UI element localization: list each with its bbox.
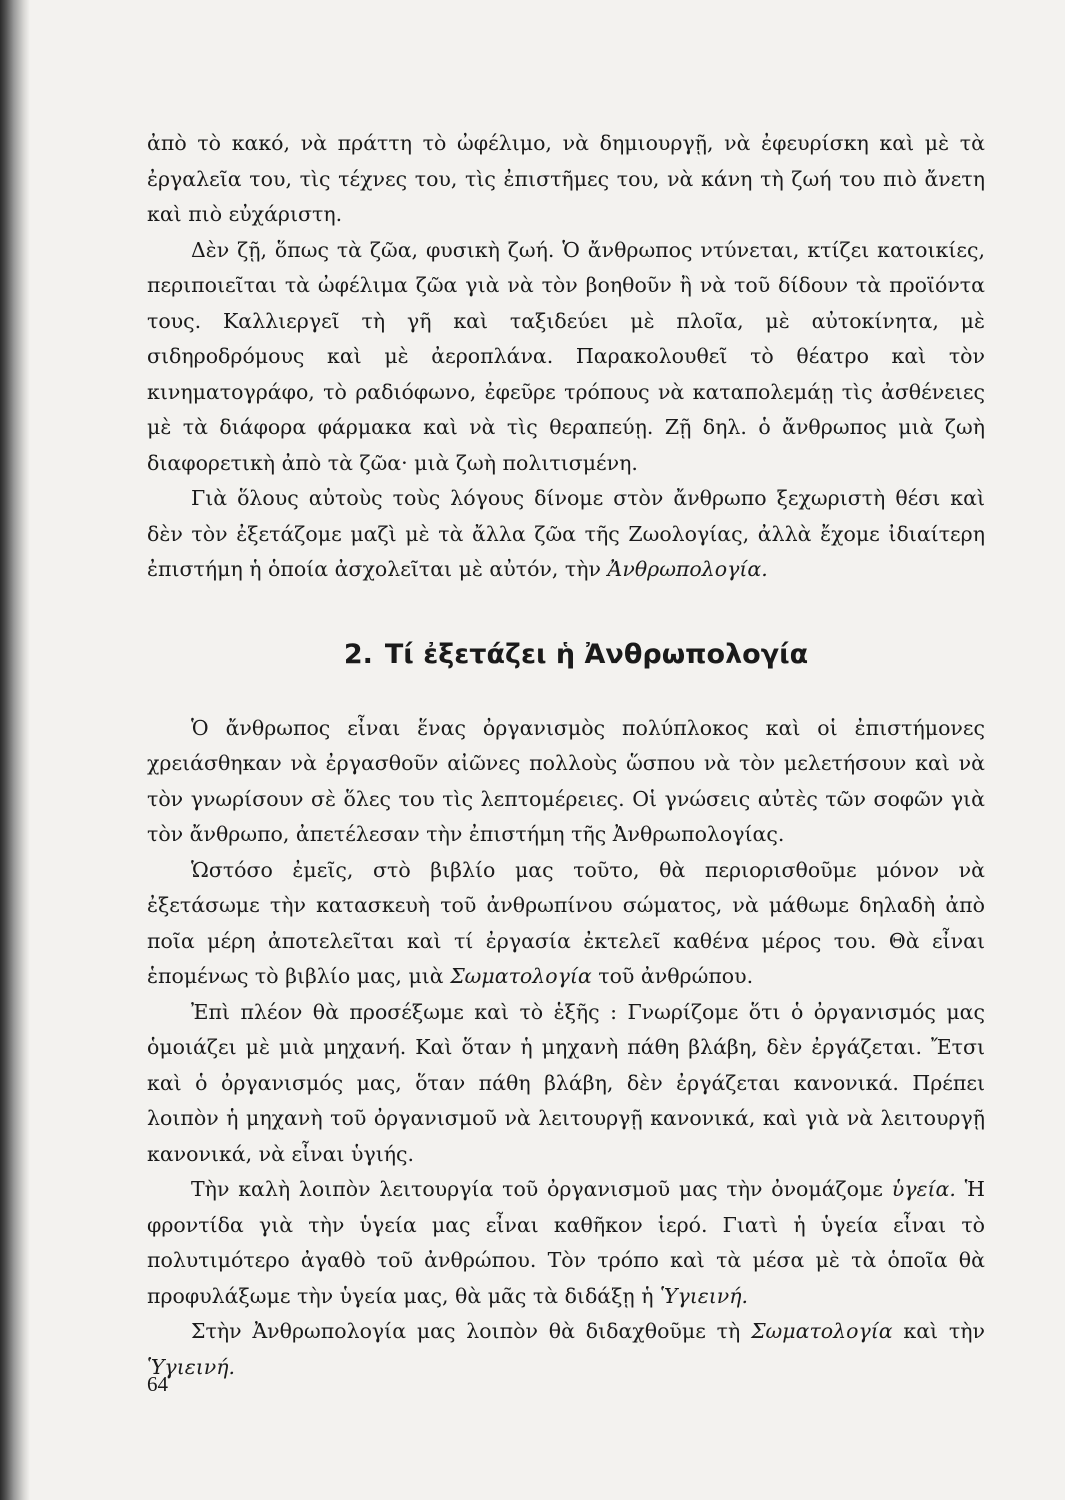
paragraph-text-2: Ἡ φροντίδα γιὰ τὴν ὑγεία μας εἶναι καθῆκον ἱερό. Γιατὶ ἡ ὑγεία εἶναι τὸ πολυτιμότερο ἀγαθὸ τοῦ ἀνθρώπου. Τὸν τρόπο καὶ τὰ μέσα μὲ τὰ ὁποῖα θὰ προφυλάξωμε τὴν ὑγεία μας, θὰ μᾶς τὰ διδάξῃ ἡ	[147, 1177, 985, 1308]
section-number: 2.	[343, 638, 373, 670]
paragraph-anthropology-definition	[147, 481, 985, 588]
paragraph-health	[147, 1172, 985, 1314]
book-binding-edge	[0, 0, 30, 1500]
term-hygiene-final: Ὑγιεινή.	[147, 1354, 236, 1379]
page-number: 64	[147, 1372, 168, 1396]
paragraph-text-middle: καὶ τὴν	[903, 1319, 985, 1343]
paragraph-text: Τὴν καλὴ λοιπὸν λειτουργία τοῦ ὀργανισμοῦ μας τὴν ὀνομάζομε	[191, 1177, 883, 1201]
paragraph-civilized-life: Δὲν ζῇ, ὅπως τὰ ζῶα, φυσικὴ ζωή. Ὁ ἄνθρωπος ντύνεται, κτίζει κατοικίες, περιποιεῖται τὰ ὠφέλιμα ζῶα γιὰ νὰ τὸν βοηθοῦν ἢ νὰ τοῦ δίδουν τὰ προϊόντα τους. Καλλιεργεῖ τὴ γῆ καὶ ταξιδεύει μὲ πλοῖα, μὲ αὐτοκίνητα, μὲ σιδηροδρόμους καὶ μὲ ἀεροπλάνα. Παρακολουθεῖ τὸ θέατρο καὶ τὸν κινηματογράφο, τὸ ραδιόφωνο, ἐφεῦρε τρόπους νὰ καταπολεμάῃ τὶς ἀσθένειες μὲ τὰ διάφορα φάρμακα καὶ νὰ τὶς θεραπεύῃ. Ζῇ δηλ. ὁ ἄνθρωπος μιὰ ζωὴ διαφορετικὴ ἀπὸ τὰ ζῶα· μιὰ ζωὴ πολιτισμένη.	[147, 237, 985, 475]
paragraph-continuation: ἀπὸ τὸ κακό, νὰ πράττη τὸ ὠφέλιμο, νὰ δημιουργῇ, νὰ ἐφευρίσκη καὶ μὲ τὰ ἐργαλεῖα του, τὶς τέχνες του, τὶς ἐπιστῆμες του, νὰ κάνη τὴ ζωή του πιὸ ἄνετη καὶ πιὸ εὐχάριστη.	[147, 131, 985, 226]
section-title: Τί ἐξετάζει ἡ Ἀνθρωπολογία	[384, 638, 809, 670]
paragraph-text: Γιὰ ὅλους αὐτοὺς τοὺς λόγους δίνομε στὸν ἄνθρωπο ξεχωριστὴ θέσι καὶ δὲν τὸν ἐξετάζομε μαζὶ μὲ τὰ ἄλλα ζῶα τῆς Ζωολογίας, ἀλλὰ ἔχομε ἰδιαίτερη ἐπιστήμη ἡ ὁποία ἀσχολεῖται μὲ αὐτόν, τὴν	[147, 486, 985, 581]
paragraph-text-after: τοῦ ἀνθρώπου.	[598, 964, 754, 988]
paragraph-somatology	[147, 853, 985, 995]
paragraph-machine: Ἐπὶ πλέον θὰ προσέξωμε καὶ τὸ ἑξῆς : Γνωρίζομε ὅτι ὁ ὀργανισμός μας ὁμοιάζει μὲ μιὰ μηχανή. Καὶ ὅταν ἡ μηχανὴ πάθη βλάβη, δὲν ἐργάζεται. Ἔτσι καὶ ὁ ὀργανισμός μας, ὅταν πάθη βλάβη, δὲν ἐργάζεται κανονικά. Πρέπει λοιπὸν ἡ μηχανὴ τοῦ ὀργανισμοῦ νὰ λειτουργῇ κανονικά, καὶ γιὰ νὰ λειτουργῇ κανονικά, νὰ εἶναι ὑγιής.	[147, 999, 985, 1166]
term-hygiene: Ὑγιεινή.	[660, 1283, 749, 1308]
paragraph-text: Ὡστόσο ἐμεῖς, στὸ βιβλίο μας τοῦτο, θὰ περιορισθοῦμε μόνον νὰ ἐξετάσωμε τὴν κατασκευὴ τοῦ ἀνθρωπίνου σώματος, νὰ μάθωμε δηλαδὴ ἀπὸ ποῖα μέρη ἀποτελεῖται καὶ τί ἐργασία ἐκτελεῖ καθένα μέρος του. Θὰ εἶναι ἑπομένως τὸ βιβλίο μας, μιὰ	[147, 857, 985, 988]
term-health: ὑγεία.	[891, 1177, 956, 1201]
term-somatology-final: Σωματολογία	[751, 1319, 893, 1343]
paragraph-final	[147, 1314, 985, 1385]
term-anthropology: Ἀνθρωπολογία.	[607, 557, 768, 581]
section-heading	[147, 635, 985, 675]
page-body	[147, 126, 985, 1385]
term-somatology: Σωματολογία	[450, 964, 592, 988]
paragraph-human-organism: Ὁ ἄνθρωπος εἶναι ἕνας ὀργανισμὸς πολύπλοκος καὶ οἱ ἐπιστήμονες χρειάσθηκαν νὰ ἐργασθοῦν αἰῶνες πολλοὺς ὥσπου νὰ τὸν μελετήσουν καὶ νὰ τὸν γνωρίσουν σὲ ὅλες του τὶς λεπτομέρειες. Οἱ γνώσεις αὐτὲς τῶν σοφῶν γιὰ τὸν ἄνθρωπο, ἀπετέλεσαν τὴν ἐπιστήμη τῆς Ἀνθρωπολογίας.	[147, 715, 985, 846]
paragraph-text: Στὴν Ἀνθρωπολογία μας λοιπὸν θὰ διδαχθοῦμε τὴ	[191, 1319, 741, 1343]
